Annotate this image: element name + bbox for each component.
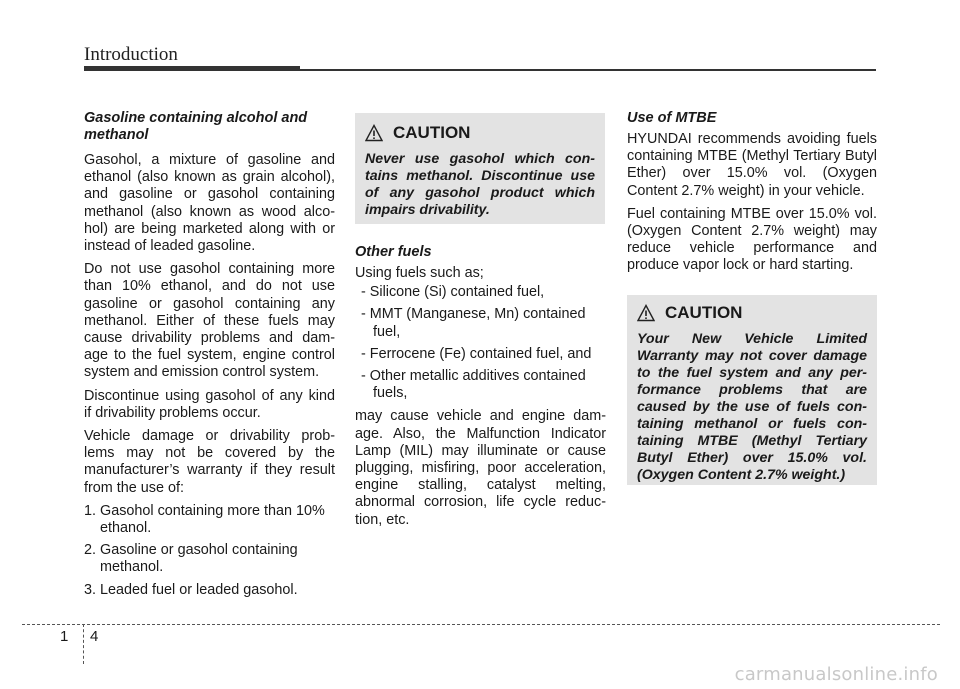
column-3 [627, 110, 877, 281]
paragraph: Do not use gasohol containing more than 10% ethanol, and do not use gasoline or gasohol containing any methanol. Either of these fuels may cause drivability problems and dam-age to the fuel system, engine control system and emission control system. [84, 261, 335, 381]
list-item: - Silicone (Si) contained fuel, [361, 284, 545, 301]
paragraph: HYUNDAI recommends avoiding fuels containing MTBE (Methyl Tertiary Butyl Ether) over 15.0% vol. (Oxygen Content 2.7% weight) in your vehicle. [627, 131, 877, 199]
caution-text: Never use gasohol which con-tains methanol. Discontinue use of any gasohol product which impairs drivability. [365, 151, 595, 218]
column-2 [355, 244, 606, 535]
watermark: carmanualsonline.info [734, 664, 938, 685]
header-rule-thin [84, 69, 876, 71]
page-number: 4 [90, 628, 99, 645]
list-item: - Other metallic additives contained fuels, [361, 368, 586, 402]
list-item: 1. Gasohol containing more than 10% ethanol. [84, 502, 325, 537]
caution-header [365, 123, 595, 143]
caution-box-methanol [355, 113, 605, 224]
column-1 [84, 110, 335, 604]
list-item: 2. Gasoline or gasohol containing methanol. [84, 542, 298, 576]
paragraph: may cause vehicle and engine dam-age. Also, the Malfunction Indicator Lamp (MIL) may illuminate or cause plugging, misfiring, poor acceleration, engine stalling, catalyst melting, abnormal corrosion, life cycle reduc-tion, etc. [355, 408, 606, 528]
list-item: - Ferrocene (Fe) contained fuel, and [361, 345, 592, 362]
paragraph: Fuel containing MTBE over 15.0% vol. (Oxygen Content 2.7% weight) may reduce vehicle performance and produce vapor lock or hard starting. [627, 205, 877, 274]
footer-vertical-dashed-rule [83, 624, 84, 664]
paragraph: Vehicle damage or drivability prob-lems may not be covered by the manufacturer’s warranty if they result from the use of: [84, 428, 335, 496]
chapter-number: 1 [60, 628, 69, 645]
list-item: - MMT (Manganese, Mn) contained fuel, [361, 306, 586, 340]
section-title-other-fuels: Other fuels [355, 244, 432, 260]
paragraph: Using fuels such as; [355, 265, 484, 281]
section-title-mtbe: Use of MTBE [627, 110, 717, 126]
footer-dashed-rule [22, 624, 940, 625]
paragraph: Gasohol, a mixture of gasoline and ethanol (also known as grain alcohol), and gasoline or gasohol containing methanol (also known as wood alco-hol) are being marketed along with or instead of leaded gasoline. [84, 152, 335, 255]
section-title-alcohol: Gasoline containing alcohol and methanol [84, 110, 308, 143]
caution-text: Your New Vehicle Limited Warranty may not cover damage to the fuel system and any per-formance problems that are caused by the use of fuels con-taining methanol or fuels con-taining MTBE (Methyl Tertiary Butyl Ether) over 15.0% vol. (Oxygen Content 2.7% weight.) [637, 331, 867, 483]
caution-header [637, 303, 867, 323]
warning-triangle-icon [637, 304, 655, 322]
caution-box-warranty [627, 295, 877, 485]
caution-label: CAUTION [665, 303, 743, 322]
numbered-list [84, 503, 335, 599]
paragraph: Discontinue using gasohol of any kind if drivability problems occur. [84, 387, 335, 421]
list-item: 3. Leaded fuel or leaded gasohol. [84, 581, 298, 598]
dash-list [355, 284, 606, 402]
caution-label: CAUTION [393, 123, 471, 142]
warning-triangle-icon [365, 124, 383, 142]
page-header-title: Introduction [84, 44, 178, 65]
